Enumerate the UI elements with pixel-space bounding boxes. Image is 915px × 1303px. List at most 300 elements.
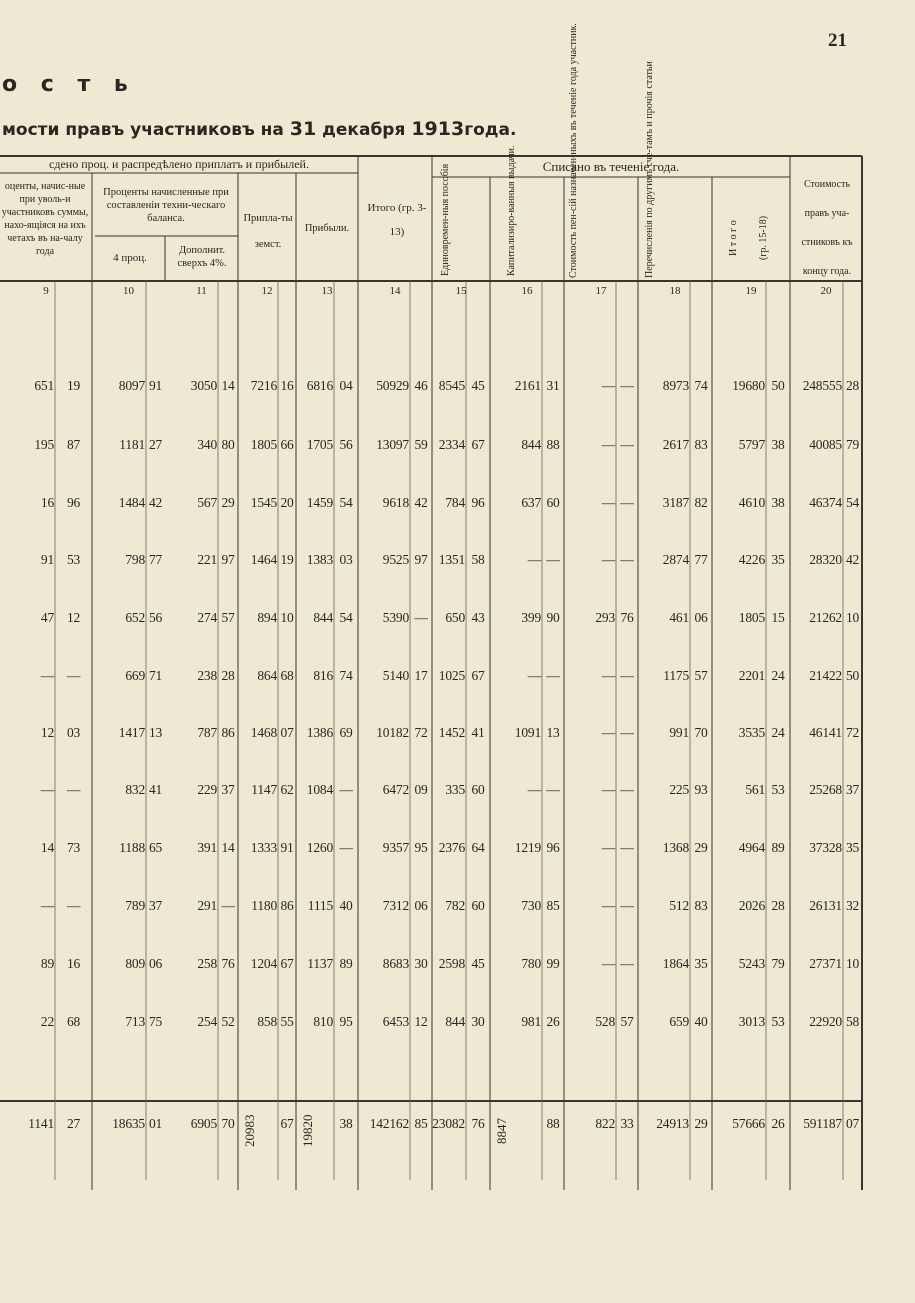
column-number: 18 — [669, 285, 681, 297]
cell-fraction: 12 — [414, 1014, 428, 1029]
cell-fraction: 38 — [771, 437, 785, 452]
cell-integer: 12 — [40, 725, 54, 740]
cell-integer: 1180 — [251, 898, 277, 913]
header-col-15: Единовремен-ныя пособія — [440, 163, 451, 276]
cell-integer: 1417 — [118, 725, 145, 740]
cell-fraction: — — [414, 610, 428, 625]
cell-fraction: 99 — [546, 956, 560, 971]
cell-integer: 1468 — [250, 725, 277, 740]
cell-fraction: — — [546, 552, 560, 567]
cell-integer: 858 — [257, 1014, 277, 1029]
cell-fraction: 16 — [280, 378, 294, 393]
cell-integer: — — [601, 898, 615, 913]
total-fraction: 76 — [471, 1116, 485, 1131]
cell-fraction: 43 — [471, 610, 485, 625]
total-fraction: 27 — [66, 1116, 81, 1131]
header-col-10-11: Проценты начисленные при составленіи техни-ческаго баланса. — [103, 187, 229, 224]
cell-fraction: 53 — [771, 1014, 785, 1029]
cell-integer: 798 — [125, 552, 145, 567]
cell-integer: 6472 — [382, 782, 409, 797]
cell-integer: — — [601, 668, 615, 683]
cell-fraction: 97 — [414, 552, 428, 567]
cell-integer: 391 — [197, 840, 217, 855]
cell-fraction: 60 — [471, 898, 485, 913]
cell-fraction: 54 — [339, 610, 353, 625]
cell-integer: 195 — [34, 437, 54, 452]
cell-fraction: 89 — [771, 840, 785, 855]
cell-integer: 50929 — [376, 378, 409, 393]
cell-fraction: 45 — [471, 378, 485, 393]
cell-fraction: 16 — [66, 956, 81, 971]
cell-fraction: 66 — [280, 437, 294, 452]
cell-fraction: 86 — [221, 725, 235, 740]
cell-fraction: 46 — [414, 378, 428, 393]
cell-fraction: 17 — [414, 668, 428, 683]
cell-fraction: 45 — [471, 956, 485, 971]
cell-integer: 46374 — [809, 495, 842, 510]
cell-integer: — — [601, 495, 615, 510]
cell-integer: 28320 — [809, 552, 842, 567]
cell-integer: 1204 — [250, 956, 277, 971]
cell-fraction: 89 — [339, 956, 353, 971]
total-fraction: 26 — [771, 1116, 785, 1131]
cell-integer: 1219 — [514, 840, 541, 855]
cell-fraction: 57 — [221, 610, 235, 625]
page-heading: о с т ь — [2, 72, 136, 97]
header-col-14: Итого (гр. 3-13) — [367, 202, 427, 238]
cell-integer: 1188 — [119, 840, 145, 855]
cell-fraction: 52 — [221, 1014, 235, 1029]
cell-fraction: — — [620, 495, 634, 510]
cell-fraction: 69 — [339, 725, 353, 740]
cell-integer: 1147 — [251, 782, 277, 797]
cell-integer: 1260 — [306, 840, 333, 855]
cell-fraction: 03 — [339, 552, 353, 567]
cell-integer: 1864 — [662, 956, 689, 971]
cell-fraction: 83 — [694, 898, 708, 913]
cell-integer: 1464 — [250, 552, 277, 567]
total-integer: 24913 — [656, 1116, 689, 1131]
cell-integer: 832 — [125, 782, 145, 797]
cell-integer: 4226 — [738, 552, 765, 567]
cell-fraction: 53 — [66, 552, 81, 567]
cell-fraction: 20 — [280, 495, 294, 510]
cell-fraction: 55 — [280, 1014, 294, 1029]
cell-fraction: 75 — [148, 1014, 163, 1029]
cell-integer: 810 — [313, 1014, 333, 1029]
cell-fraction: 37 — [845, 782, 860, 797]
header-col-20: Стоимость правъ уча-стниковъ къ концу года. — [801, 179, 853, 277]
cell-fraction: 95 — [339, 1014, 353, 1029]
cell-fraction: 71 — [148, 668, 163, 683]
cell-fraction: 28 — [845, 378, 860, 393]
cell-fraction: 10 — [845, 956, 860, 971]
cell-fraction: 60 — [546, 495, 560, 510]
cell-integer: 652 — [125, 610, 145, 625]
cell-integer: — — [601, 782, 615, 797]
cell-integer: 46141 — [809, 725, 842, 740]
cell-fraction: 96 — [471, 495, 485, 510]
total-integer: 20983 — [242, 1114, 257, 1148]
cell-fraction: 85 — [546, 898, 560, 913]
cell-fraction: 67 — [280, 956, 294, 971]
cell-fraction: 03 — [66, 725, 81, 740]
cell-integer: 1175 — [663, 668, 689, 683]
total-integer: 822 — [595, 1116, 615, 1131]
cell-fraction: 88 — [546, 437, 560, 452]
cell-fraction: — — [620, 782, 634, 797]
cell-integer: 809 — [125, 956, 145, 971]
cell-integer: 3013 — [738, 1014, 765, 1029]
cell-integer: 6816 — [306, 378, 333, 393]
cell-integer: 2874 — [662, 552, 689, 567]
cell-integer: 2617 — [662, 437, 689, 452]
total-fraction: 70 — [221, 1116, 235, 1131]
cell-integer: 26131 — [809, 898, 842, 913]
header-col-18: Перечисленія по другимъ сче-тамъ и прочія статьи — [644, 61, 655, 278]
cell-integer: 19680 — [732, 378, 765, 393]
cell-fraction: 40 — [339, 898, 353, 913]
cell-fraction: 15 — [771, 610, 785, 625]
cell-integer: 1383 — [306, 552, 333, 567]
cell-integer: 567 — [197, 495, 217, 510]
cell-fraction: 06 — [414, 898, 428, 913]
cell-integer: 650 — [445, 610, 465, 625]
cell-fraction: 06 — [148, 956, 163, 971]
title-number-2: 1913 — [411, 118, 465, 140]
header-col-11: Дополнит. сверхъ 4%. — [177, 245, 227, 269]
cell-fraction: 58 — [845, 1014, 860, 1029]
total-fraction: 33 — [620, 1116, 634, 1131]
cell-integer: 1084 — [306, 782, 333, 797]
cell-fraction: 86 — [280, 898, 294, 913]
column-number: 19 — [745, 285, 757, 297]
cell-integer: 221 — [197, 552, 217, 567]
cell-integer: 8683 — [382, 956, 409, 971]
cell-integer: 1705 — [306, 437, 333, 452]
column-number: 14 — [389, 285, 401, 297]
cell-integer: — — [601, 378, 615, 393]
cell-fraction: 09 — [414, 782, 428, 797]
cell-fraction: 76 — [221, 956, 235, 971]
cell-fraction: 70 — [694, 725, 708, 740]
cell-integer: 1351 — [438, 552, 465, 567]
cell-fraction: 72 — [414, 725, 428, 740]
header-col-12: Припла-ты земст. — [243, 213, 293, 250]
cell-integer: 91 — [40, 552, 54, 567]
cell-integer: 7216 — [250, 378, 277, 393]
cell-fraction: 35 — [694, 956, 708, 971]
cell-integer: 27371 — [809, 956, 842, 971]
cell-integer: 1805 — [250, 437, 277, 452]
cell-integer: 1386 — [306, 725, 333, 740]
total-integer: 591187 — [803, 1116, 842, 1131]
cell-fraction: — — [339, 840, 353, 855]
header-col-16: Капитализиро-ванныя выдачи. — [506, 145, 517, 276]
cell-integer: 10182 — [376, 725, 409, 740]
cell-fraction: 56 — [339, 437, 353, 452]
cell-fraction: 37 — [148, 898, 163, 913]
cell-integer: 4610 — [738, 495, 765, 510]
column-number: 12 — [261, 285, 273, 297]
cell-fraction: — — [620, 725, 634, 740]
header-col-19-a: И т о г о — [728, 220, 739, 256]
cell-fraction: 77 — [694, 552, 708, 567]
cell-integer: 2334 — [438, 437, 465, 452]
cell-integer: 16 — [40, 495, 54, 510]
cell-fraction: 06 — [694, 610, 708, 625]
cell-integer: 787 — [197, 725, 217, 740]
cell-integer: 789 — [125, 898, 145, 913]
cell-integer: 461 — [669, 610, 689, 625]
cell-integer: 713 — [125, 1014, 145, 1029]
cell-fraction: — — [620, 956, 634, 971]
cell-fraction: — — [620, 437, 634, 452]
cell-integer: 340 — [197, 437, 217, 452]
cell-integer: 8545 — [438, 378, 465, 393]
column-number: 16 — [521, 285, 533, 297]
cell-integer: 782 — [445, 898, 465, 913]
cell-integer: 637 — [521, 495, 541, 510]
column-number: 20 — [820, 285, 832, 297]
cell-fraction: 54 — [845, 495, 860, 510]
cell-integer: 1181 — [119, 437, 145, 452]
cell-fraction: 60 — [471, 782, 485, 797]
cell-integer: 659 — [669, 1014, 689, 1029]
title-number-1: 31 — [289, 118, 317, 140]
cell-integer: 3050 — [190, 378, 217, 393]
cell-fraction: 67 — [471, 437, 485, 452]
cell-fraction: 04 — [339, 378, 353, 393]
cell-fraction: 29 — [694, 840, 708, 855]
cell-fraction: 07 — [280, 725, 294, 740]
cell-integer: 1805 — [738, 610, 765, 625]
cell-integer: 3535 — [738, 725, 765, 740]
cell-fraction: 79 — [845, 437, 860, 452]
cell-fraction: — — [620, 552, 634, 567]
cell-fraction: 50 — [771, 378, 785, 393]
cell-fraction: 59 — [414, 437, 428, 452]
cell-integer: 47 — [40, 610, 54, 625]
cell-integer: 274 — [197, 610, 217, 625]
total-integer: 142162 — [369, 1116, 409, 1131]
cell-fraction: — — [339, 782, 353, 797]
group-header-interest-profit: сдено проц. и распредѣлено приплатъ и прибылей. — [49, 157, 309, 171]
cell-integer: 1368 — [662, 840, 689, 855]
cell-integer: — — [601, 725, 615, 740]
column-number: 13 — [321, 285, 333, 297]
total-fraction: 67 — [280, 1116, 294, 1131]
cell-integer: 248555 — [802, 378, 842, 393]
cell-integer: 5797 — [738, 437, 765, 452]
cell-integer: 1091 — [514, 725, 541, 740]
cell-integer: 816 — [313, 668, 333, 683]
total-fraction: 85 — [414, 1116, 428, 1131]
cell-integer: 894 — [257, 610, 277, 625]
cell-fraction: 56 — [148, 610, 163, 625]
header-col-9: оценты, начис-ные при уволь-и участниковъ суммы, нахо-ящіяся на ихъ четахъ въ на-чалу года — [1, 181, 89, 257]
cell-integer: — — [527, 782, 541, 797]
cell-fraction: 35 — [845, 840, 860, 855]
cell-fraction: 90 — [546, 610, 560, 625]
cell-integer: 37328 — [809, 840, 842, 855]
cell-fraction: 53 — [771, 782, 785, 797]
cell-fraction: 64 — [471, 840, 485, 855]
cell-integer: 40085 — [809, 437, 842, 452]
cell-fraction: 82 — [694, 495, 708, 510]
cell-fraction: 27 — [148, 437, 163, 452]
cell-fraction: 74 — [339, 668, 353, 683]
total-fraction: 88 — [546, 1116, 560, 1131]
cell-integer: 2026 — [738, 898, 765, 913]
cell-fraction: 35 — [771, 552, 785, 567]
column-number: 10 — [123, 285, 134, 297]
cell-integer: — — [527, 668, 541, 683]
cell-integer: — — [40, 898, 54, 913]
cell-integer: 22 — [40, 1014, 54, 1029]
cell-integer: 5140 — [382, 668, 409, 683]
cell-integer: 981 — [521, 1014, 541, 1029]
header-col-10: 4 проц. — [113, 252, 147, 264]
cell-integer: 7312 — [382, 898, 409, 913]
cell-fraction: 41 — [148, 782, 163, 797]
cell-fraction: 96 — [66, 495, 81, 510]
cell-integer: 14 — [40, 840, 54, 855]
cell-fraction: 32 — [845, 898, 860, 913]
cell-integer: 8097 — [118, 378, 145, 393]
header-col-19-b: (гр. 15-18) — [758, 215, 769, 261]
cell-integer: 13097 — [376, 437, 409, 452]
cell-fraction: 76 — [620, 610, 634, 625]
cell-fraction: 42 — [414, 495, 428, 510]
cell-fraction: 28 — [771, 898, 785, 913]
cell-fraction: — — [546, 782, 560, 797]
header-col-17: Стоимость пен-сій назначен-ныхъ въ теченіе года участник. — [568, 23, 579, 278]
cell-integer: 238 — [197, 668, 217, 683]
cell-fraction: 42 — [148, 495, 163, 510]
cell-integer: 291 — [197, 898, 217, 913]
total-fraction: 29 — [694, 1116, 708, 1131]
cell-integer: 3187 — [662, 495, 689, 510]
cell-integer: 669 — [125, 668, 145, 683]
cell-fraction: 62 — [280, 782, 294, 797]
cell-integer: 89 — [40, 956, 54, 971]
total-integer: 19820 — [300, 1114, 315, 1148]
cell-fraction: 40 — [694, 1014, 708, 1029]
cell-fraction: 24 — [771, 725, 785, 740]
cell-fraction: 93 — [694, 782, 708, 797]
group-header-written-off: Списано въ теченіе года. — [542, 159, 680, 174]
cell-fraction: 31 — [546, 378, 560, 393]
cell-fraction: 50 — [845, 668, 860, 683]
cell-integer: — — [601, 437, 615, 452]
cell-integer: 9357 — [382, 840, 409, 855]
cell-integer: 1025 — [438, 668, 465, 683]
cell-fraction: 10 — [845, 610, 860, 625]
cell-integer: 9525 — [382, 552, 409, 567]
column-number: 17 — [595, 285, 607, 297]
cell-fraction: — — [221, 898, 235, 913]
cell-fraction: — — [66, 898, 81, 913]
cell-integer: 22920 — [809, 1014, 842, 1029]
total-integer: 57666 — [732, 1116, 765, 1131]
cell-integer: 784 — [445, 495, 465, 510]
cell-fraction: 54 — [339, 495, 353, 510]
cell-fraction: 96 — [546, 840, 560, 855]
cell-fraction: 42 — [845, 552, 860, 567]
header-col-13: Прибыли. — [304, 223, 350, 234]
cell-fraction: 83 — [694, 437, 708, 452]
cell-integer: — — [40, 668, 54, 683]
cell-integer: 1137 — [307, 956, 333, 971]
cell-fraction: — — [620, 668, 634, 683]
cell-fraction: 30 — [414, 956, 428, 971]
cell-fraction: 41 — [471, 725, 485, 740]
cell-fraction: — — [66, 668, 81, 683]
cell-fraction: 38 — [771, 495, 785, 510]
cell-integer: 512 — [669, 898, 689, 913]
cell-fraction: 79 — [771, 956, 785, 971]
cell-fraction: 57 — [620, 1014, 634, 1029]
total-fraction: 01 — [148, 1116, 163, 1131]
cell-integer: — — [601, 956, 615, 971]
cell-fraction: 67 — [471, 668, 485, 683]
cell-integer: — — [601, 840, 615, 855]
cell-fraction: 57 — [694, 668, 708, 683]
cell-integer: 2201 — [738, 668, 765, 683]
cell-fraction: 80 — [221, 437, 235, 452]
cell-integer: 844 — [445, 1014, 465, 1029]
cell-fraction: 14 — [221, 378, 235, 393]
cell-integer: 561 — [745, 782, 765, 797]
cell-fraction: 19 — [66, 378, 81, 393]
cell-fraction: 73 — [66, 840, 81, 855]
cell-integer: 844 — [521, 437, 541, 452]
cell-integer: 844 — [313, 610, 333, 625]
total-integer: 23082 — [432, 1116, 465, 1131]
cell-integer: — — [601, 552, 615, 567]
cell-fraction: — — [620, 378, 634, 393]
cell-integer: 864 — [257, 668, 277, 683]
cell-integer: 2376 — [438, 840, 465, 855]
cell-fraction: — — [620, 898, 634, 913]
cell-integer: 1545 — [250, 495, 277, 510]
cell-integer: 6453 — [382, 1014, 409, 1029]
cell-integer: 21422 — [809, 668, 842, 683]
cell-fraction: 12 — [66, 610, 81, 625]
cell-integer: 229 — [197, 782, 217, 797]
cell-fraction: 26 — [546, 1014, 560, 1029]
cell-integer: — — [40, 782, 54, 797]
cell-integer: 5390 — [382, 610, 409, 625]
total-fraction: 38 — [339, 1116, 353, 1131]
cell-integer: 293 — [595, 610, 615, 625]
cell-fraction: 24 — [771, 668, 785, 683]
total-integer: 18635 — [112, 1116, 145, 1131]
cell-integer: — — [527, 552, 541, 567]
cell-fraction: 87 — [66, 437, 81, 452]
title-part-3: года. — [464, 120, 517, 140]
cell-fraction: 77 — [148, 552, 163, 567]
column-number: 15 — [455, 285, 467, 297]
cell-fraction: 97 — [221, 552, 235, 567]
total-integer: 1141 — [28, 1116, 54, 1131]
cell-integer: 225 — [669, 782, 689, 797]
cell-integer: 1333 — [250, 840, 277, 855]
column-number: 9 — [43, 285, 49, 297]
cell-fraction: 13 — [148, 725, 163, 740]
total-fraction: 07 — [845, 1116, 860, 1131]
